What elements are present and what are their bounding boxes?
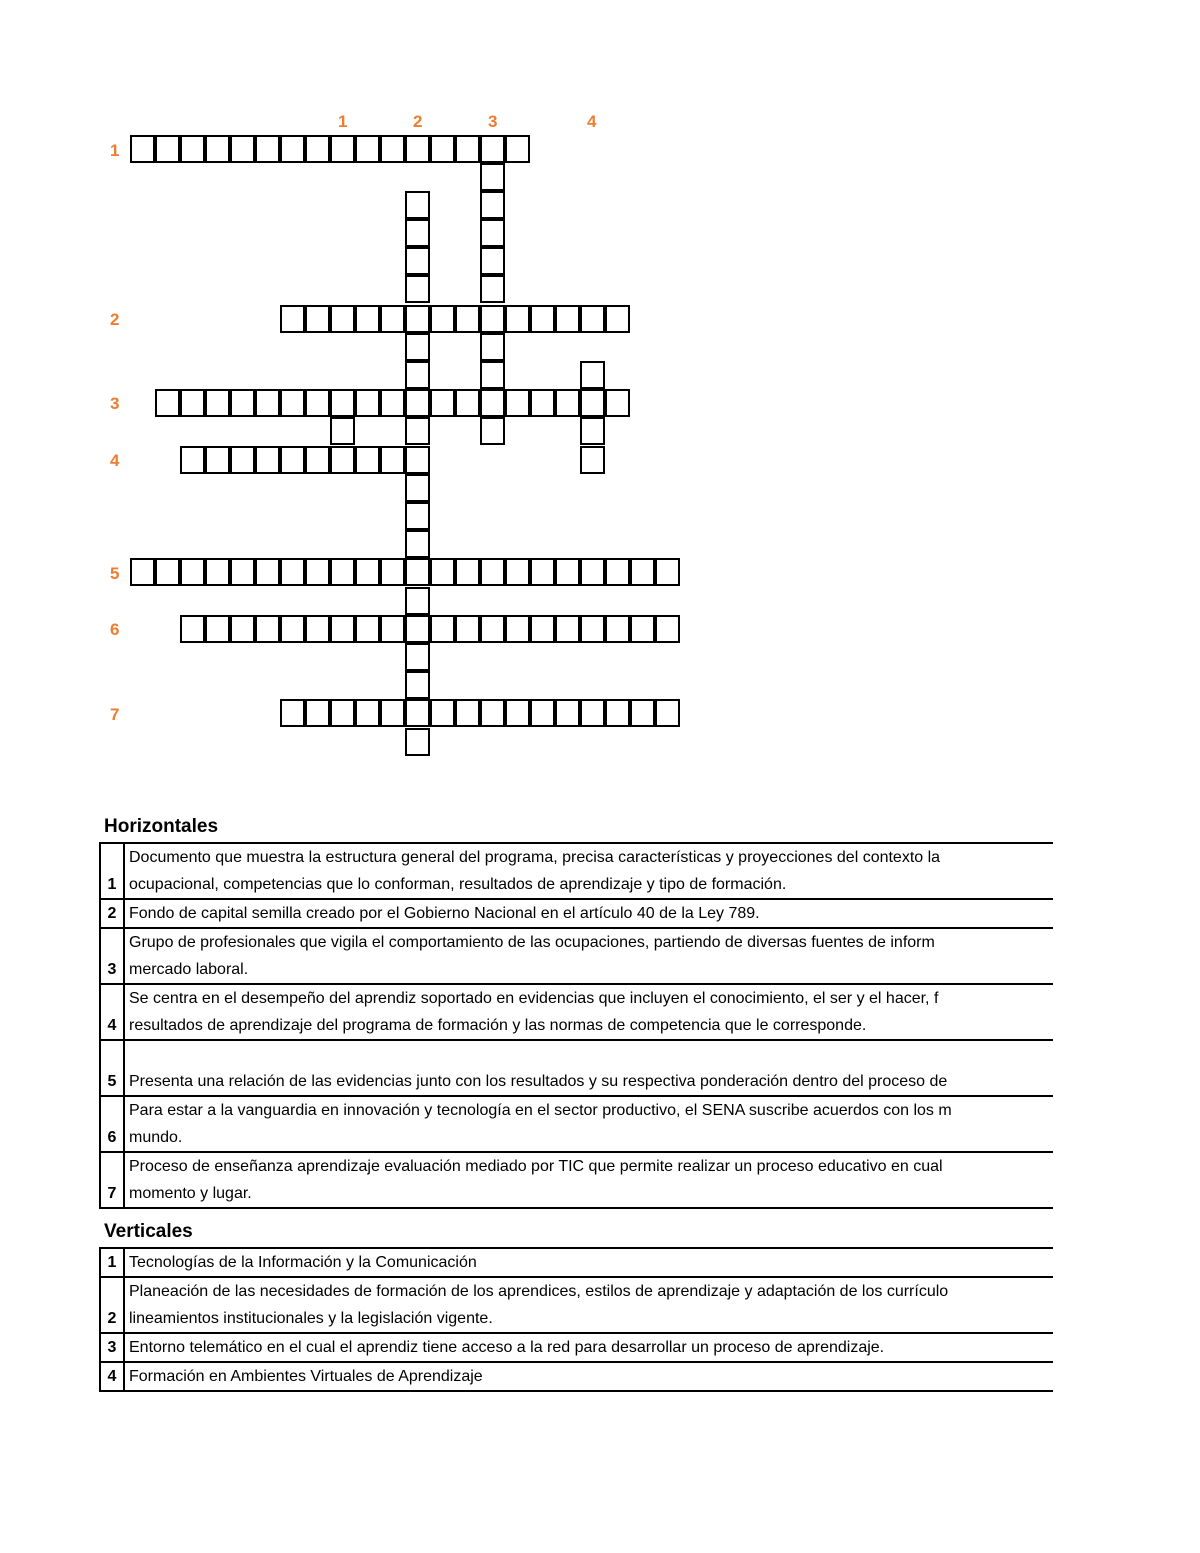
crossword-cell-across-7[interactable] (505, 699, 530, 727)
verticales-table-wrap (99, 1247, 1053, 1392)
horizontal-clue-line: Grupo de profesionales que vigila el comportamiento de las ocupaciones, partiendo de diversas fuentes de inform (129, 934, 935, 951)
crossword-cell-across-6[interactable] (555, 615, 580, 643)
horizontal-clue-line: Fondo de capital semilla creado por el Gobierno Nacional en el artículo 40 de la Ley 789. (129, 905, 760, 922)
crossword-cell-across-7[interactable] (355, 699, 380, 727)
crossword-cell-across-5[interactable] (580, 558, 605, 586)
crossword-cell-across-7[interactable] (530, 699, 555, 727)
horizontal-clue-number: 4 (100, 984, 124, 1040)
crossword-cell-across-3[interactable] (455, 389, 480, 417)
horizontal-clue-row (100, 899, 1053, 928)
horizontal-clue-number: 7 (100, 1152, 124, 1208)
horizontal-clue-text (124, 899, 1053, 928)
crossword-cell-across-7[interactable] (330, 699, 355, 727)
crossword-cell-across-2[interactable] (305, 305, 330, 333)
crossword-cell-across-5[interactable] (630, 558, 655, 586)
crossword-cell-down-2[interactable] (405, 502, 430, 530)
horizontal-clue-text (124, 984, 1053, 1040)
crossword-cell-down-2[interactable] (405, 671, 430, 699)
horizontal-clue-line: Presenta una relación de las evidencias junto con los resultados y su respectiva ponderación dentro del proceso de (129, 1073, 948, 1090)
horizontal-clue-row (100, 1096, 1053, 1152)
crossword-cell-across-2[interactable] (580, 305, 605, 333)
crossword-cell-down-3[interactable] (480, 163, 505, 191)
across-number-4: 4 (110, 451, 120, 470)
crossword-cell-down-3[interactable] (480, 275, 505, 303)
crossword-cell-across-7[interactable] (480, 699, 505, 727)
crossword-cell-across-5[interactable] (405, 558, 430, 586)
horizontal-clue-row (100, 1040, 1053, 1096)
crossword-cell-down-2[interactable] (405, 643, 430, 671)
vertical-clue-row (100, 1277, 1053, 1333)
horizontal-clue-row (100, 1152, 1053, 1208)
crossword-cell-across-7[interactable] (305, 699, 330, 727)
crossword-cell-across-6[interactable] (605, 615, 630, 643)
crossword-cell-across-3[interactable] (280, 389, 305, 417)
crossword-cell-down-4[interactable] (580, 446, 605, 474)
crossword-cell-down-3[interactable] (480, 247, 505, 275)
crossword-cell-across-1[interactable] (155, 135, 180, 163)
crossword-cell-across-7[interactable] (405, 699, 430, 727)
horizontal-clue-number: 5 (100, 1040, 124, 1096)
vertical-clue-text (124, 1248, 1053, 1277)
horizontales-table (99, 842, 1053, 1209)
horizontales-title: Horizontales (104, 816, 219, 837)
across-number-6: 6 (110, 620, 120, 639)
crossword-cell-across-3[interactable] (530, 389, 555, 417)
crossword-cell-down-2[interactable] (405, 247, 430, 275)
crossword-cell-across-5[interactable] (480, 558, 505, 586)
crossword-cell-across-5[interactable] (180, 558, 205, 586)
crossword-cell-across-3[interactable] (405, 389, 430, 417)
crossword-cell-across-5[interactable] (305, 558, 330, 586)
vertical-clue-number: 4 (100, 1362, 124, 1391)
crossword-cell-across-1[interactable] (205, 135, 230, 163)
vertical-clue-number: 1 (100, 1248, 124, 1277)
crossword-cell-across-5[interactable] (380, 558, 405, 586)
crossword-cell-down-3[interactable] (480, 417, 505, 445)
horizontal-clue-row (100, 984, 1053, 1040)
crossword-cell-across-7[interactable] (655, 699, 680, 727)
crossword-cell-across-4[interactable] (405, 446, 430, 474)
crossword-cell-across-1[interactable] (230, 135, 255, 163)
crossword-cell-across-7[interactable] (630, 699, 655, 727)
crossword-cell-across-7[interactable] (380, 699, 405, 727)
crossword-cell-across-6[interactable] (580, 615, 605, 643)
verticales-title: Verticales (104, 1221, 193, 1242)
crossword-cell-across-3[interactable] (355, 389, 380, 417)
horizontal-clue-line: resultados de aprendizaje del programa de formación y las normas de competencia que le corresponde. (129, 1017, 867, 1034)
crossword-cell-across-1[interactable] (305, 135, 330, 163)
crossword-cell-down-3[interactable] (480, 219, 505, 247)
horizontal-clue-row (100, 928, 1053, 984)
crossword-cell-across-6[interactable] (180, 615, 205, 643)
verticales-table (99, 1247, 1053, 1392)
crossword-cell-down-2[interactable] (405, 275, 430, 303)
crossword-cell-down-3[interactable] (480, 191, 505, 219)
crossword-cell-across-1[interactable] (430, 135, 455, 163)
crossword-cell-across-6[interactable] (305, 615, 330, 643)
crossword-cell-across-4[interactable] (205, 446, 230, 474)
crossword-cell-across-4[interactable] (330, 446, 355, 474)
horizontal-clue-text (124, 1096, 1053, 1152)
crossword-cell-across-6[interactable] (355, 615, 380, 643)
crossword-cell-across-6[interactable] (230, 615, 255, 643)
down-number-2: 2 (413, 112, 423, 131)
vertical-clue-line: Planeación de las necesidades de formación de los aprendices, estilos de aprendizaje y adaptación de los currículo (129, 1283, 949, 1300)
crossword-cell-across-2[interactable] (330, 305, 355, 333)
vertical-clue-row (100, 1248, 1053, 1277)
crossword-cell-across-2[interactable] (605, 305, 630, 333)
horizontal-clue-line: Documento que muestra la estructura general del programa, precisa características y proyecciones del contexto la (129, 849, 941, 866)
crossword-cell-down-4[interactable] (580, 361, 605, 389)
crossword-cell-across-5[interactable] (555, 558, 580, 586)
horizontales-table-wrap (99, 842, 1053, 1209)
crossword-cell-across-1[interactable] (280, 135, 305, 163)
crossword-cell-across-4[interactable] (380, 446, 405, 474)
crossword-cell-across-1[interactable] (255, 135, 280, 163)
vertical-clue-line: lineamientos institucionales y la legislación vigente. (129, 1310, 493, 1327)
crossword-cell-down-2[interactable] (405, 219, 430, 247)
crossword-cell-across-4[interactable] (255, 446, 280, 474)
crossword-cell-down-3[interactable] (480, 361, 505, 389)
horizontal-clue-line: ocupacional, competencias que lo conforman, resultados de aprendizaje y tipo de formación. (129, 876, 787, 893)
crossword-cell-across-5[interactable] (230, 558, 255, 586)
crossword-cell-across-7[interactable] (555, 699, 580, 727)
crossword-cell-across-5[interactable] (605, 558, 630, 586)
crossword-cell-across-6[interactable] (405, 615, 430, 643)
across-number-3: 3 (110, 394, 120, 413)
down-number-4: 4 (587, 112, 597, 131)
crossword-cell-across-7[interactable] (280, 699, 305, 727)
crossword-cell-across-3[interactable] (305, 389, 330, 417)
crossword-cell-across-6[interactable] (380, 615, 405, 643)
crossword-cell-across-6[interactable] (455, 615, 480, 643)
across-number-5: 5 (110, 564, 120, 583)
crossword-cell-across-3[interactable] (430, 389, 455, 417)
crossword-cell-across-5[interactable] (530, 558, 555, 586)
horizontal-clue-line: mundo. (129, 1129, 183, 1146)
down-number-1: 1 (338, 112, 348, 131)
horizontal-clue-number: 2 (100, 899, 124, 928)
crossword-cell-across-2[interactable] (280, 305, 305, 333)
crossword-cell-across-7[interactable] (605, 699, 630, 727)
crossword-cell-across-5[interactable] (455, 558, 480, 586)
horizontal-clue-line: Se centra en el desempeño del aprendiz soportado en evidencias que incluyen el conocimiento, el ser y el hacer, f (129, 990, 939, 1007)
crossword-cell-down-2[interactable] (405, 530, 430, 558)
crossword-cell-across-2[interactable] (530, 305, 555, 333)
crossword-cell-across-3[interactable] (230, 389, 255, 417)
crossword-cell-across-3[interactable] (180, 389, 205, 417)
crossword-cell-down-2[interactable] (405, 417, 430, 445)
horizontal-clue-text (124, 843, 1053, 899)
crossword-cell-down-2[interactable] (405, 361, 430, 389)
crossword-cell-across-3[interactable] (605, 389, 630, 417)
vertical-clue-line: Entorno telemático en el cual el aprendiz tiene acceso a la red para desarrollar un proceso de aprendizaje. (129, 1339, 885, 1356)
crossword-cell-across-5[interactable] (430, 558, 455, 586)
crossword-cell-across-5[interactable] (155, 558, 180, 586)
horizontal-clue-number: 3 (100, 928, 124, 984)
vertical-clue-text (124, 1277, 1053, 1333)
crossword-cell-across-1[interactable] (480, 135, 505, 163)
across-number-7: 7 (110, 705, 120, 724)
crossword-cell-across-1[interactable] (180, 135, 205, 163)
horizontal-clue-line (129, 1041, 1053, 1068)
horizontal-clue-line: momento y lugar. (129, 1185, 252, 1202)
horizontal-clue-text (124, 928, 1053, 984)
crossword-cell-across-7[interactable] (430, 699, 455, 727)
crossword-cell-across-2[interactable] (380, 305, 405, 333)
vertical-clue-text (124, 1362, 1053, 1391)
horizontal-clue-number: 6 (100, 1096, 124, 1152)
crossword-cell-down-2[interactable] (405, 333, 430, 361)
crossword-cell-across-2[interactable] (555, 305, 580, 333)
crossword-cell-across-5[interactable] (655, 558, 680, 586)
crossword-cell-down-4[interactable] (580, 417, 605, 445)
across-number-2: 2 (110, 310, 120, 329)
crossword-cell-across-3[interactable] (155, 389, 180, 417)
crossword-cell-across-3[interactable] (205, 389, 230, 417)
crossword-cell-across-3[interactable] (380, 389, 405, 417)
crossword-cell-across-4[interactable] (180, 446, 205, 474)
crossword-cell-across-4[interactable] (355, 446, 380, 474)
crossword-cell-across-6[interactable] (255, 615, 280, 643)
horizontal-clue-number: 1 (100, 843, 124, 899)
crossword-cell-across-1[interactable] (355, 135, 380, 163)
crossword-cell-across-3[interactable] (580, 389, 605, 417)
crossword-cell-down-3[interactable] (480, 333, 505, 361)
across-number-1: 1 (110, 141, 120, 160)
crossword-cell-across-7[interactable] (580, 699, 605, 727)
crossword-cell-across-2[interactable] (430, 305, 455, 333)
vertical-clue-text (124, 1333, 1053, 1362)
crossword-cell-down-2[interactable] (405, 474, 430, 502)
crossword-cell-across-4[interactable] (280, 446, 305, 474)
crossword-cell-across-1[interactable] (455, 135, 480, 163)
vertical-clue-number: 3 (100, 1333, 124, 1362)
horizontal-clue-text (124, 1152, 1053, 1208)
crossword-cell-across-6[interactable] (505, 615, 530, 643)
vertical-clue-row (100, 1333, 1053, 1362)
crossword-cell-across-6[interactable] (430, 615, 455, 643)
crossword-cell-down-2[interactable] (405, 587, 430, 615)
horizontal-clue-line: Proceso de enseñanza aprendizaje evaluación mediado por TIC que permite realizar un proceso educativo en cual (129, 1158, 943, 1175)
crossword-cell-across-4[interactable] (305, 446, 330, 474)
crossword-cell-across-1[interactable] (380, 135, 405, 163)
horizontal-clue-line: mercado laboral. (129, 961, 249, 978)
crossword-cell-across-1[interactable] (130, 135, 155, 163)
crossword-cell-across-2[interactable] (405, 305, 430, 333)
crossword-cell-across-2[interactable] (355, 305, 380, 333)
horizontal-clue-line: Para estar a la vanguardia en innovación y tecnología en el sector productivo, el SENA suscribe acuerdos con los m (129, 1102, 952, 1119)
crossword-cell-across-4[interactable] (230, 446, 255, 474)
crossword-cell-across-1[interactable] (505, 135, 530, 163)
vertical-clue-row (100, 1362, 1053, 1391)
crossword-cell-down-2[interactable] (405, 191, 430, 219)
crossword-cell-across-5[interactable] (255, 558, 280, 586)
crossword-cell-across-2[interactable] (505, 305, 530, 333)
crossword-cell-across-5[interactable] (330, 558, 355, 586)
vertical-clue-line: Formación en Ambientes Virtuales de Aprendizaje (129, 1368, 483, 1385)
crossword-cell-across-6[interactable] (480, 615, 505, 643)
crossword-cell-across-3[interactable] (330, 389, 355, 417)
crossword-cell-across-3[interactable] (555, 389, 580, 417)
crossword-cell-across-6[interactable] (530, 615, 555, 643)
crossword-cell-down-1[interactable] (330, 417, 355, 445)
crossword-cell-across-3[interactable] (505, 389, 530, 417)
crossword-cell-across-1[interactable] (405, 135, 430, 163)
crossword-cell-across-6[interactable] (330, 615, 355, 643)
vertical-clue-line: Tecnologías de la Información y la Comunicación (129, 1254, 477, 1271)
crossword-cell-across-5[interactable] (280, 558, 305, 586)
crossword-cell-across-2[interactable] (480, 305, 505, 333)
crossword-cell-across-5[interactable] (130, 558, 155, 586)
crossword-cell-across-6[interactable] (205, 615, 230, 643)
crossword-cell-down-2[interactable] (405, 728, 430, 756)
horizontal-clue-text (124, 1040, 1053, 1096)
crossword-cell-across-3[interactable] (255, 389, 280, 417)
crossword-cell-across-5[interactable] (505, 558, 530, 586)
crossword-cell-across-3[interactable] (480, 389, 505, 417)
crossword-cell-across-6[interactable] (655, 615, 680, 643)
crossword-cell-across-5[interactable] (355, 558, 380, 586)
crossword-cell-across-2[interactable] (455, 305, 480, 333)
crossword-cell-across-6[interactable] (630, 615, 655, 643)
down-number-3: 3 (488, 112, 498, 131)
crossword-cell-across-5[interactable] (205, 558, 230, 586)
crossword-cell-across-6[interactable] (280, 615, 305, 643)
crossword-cell-across-1[interactable] (330, 135, 355, 163)
vertical-clue-number: 2 (100, 1277, 124, 1333)
crossword-cell-across-7[interactable] (455, 699, 480, 727)
horizontal-clue-row (100, 843, 1053, 899)
